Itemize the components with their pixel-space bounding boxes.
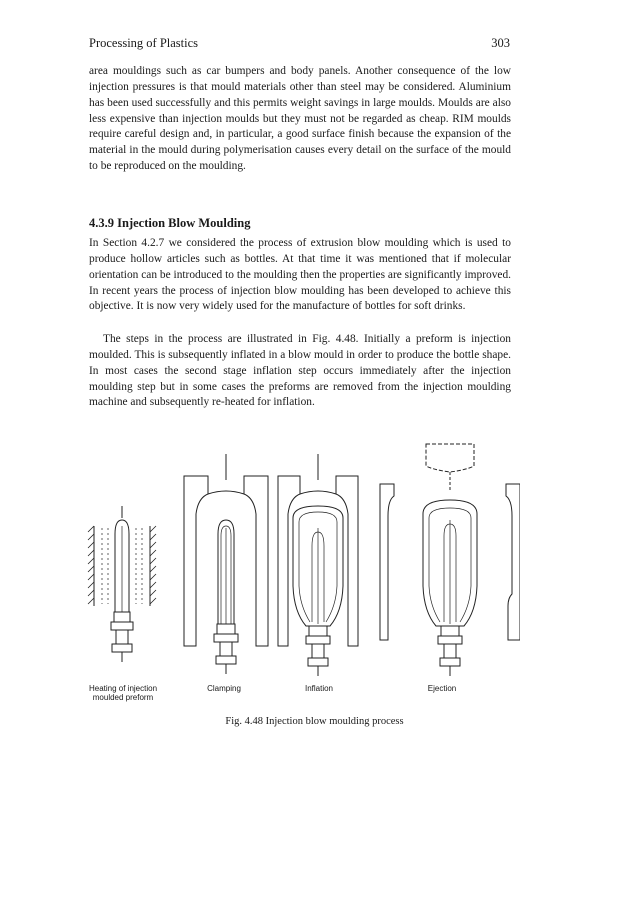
page-number: 303 [491, 36, 510, 50]
paragraph-process-steps: The steps in the process are illustrated in Fig. 4.48. Initially a preform is injection moulded. This is subsequently inflated in a blow mould in order to produce the bottle shape. In most cases the second stage inflation step occurs immediately after the injection moulding step but in some cases the preforms are removed from the injection moulding machine and subsequently re-heated for inflation. [89, 333, 511, 409]
ejection-mould-right [506, 484, 520, 640]
running-head [89, 36, 510, 52]
mould-half-left [184, 476, 208, 646]
stage-heating-drawing [88, 506, 156, 662]
inflation-mould-right [336, 476, 358, 646]
figure-4-48 [80, 436, 520, 716]
preform-neck [114, 612, 130, 622]
figure-caption: Fig. 4.48 Injection blow moulding process [225, 716, 404, 727]
label-heating: Heating of injection moulded preform [88, 684, 158, 702]
section-heading: 4.3.9 Injection Blow Moulding [89, 216, 251, 230]
paragraph-rim-moulds: area mouldings such as car bumpers and body panels. Another consequence of the low injection pressures is that mould materials other than steel may be considered. Aluminium has been used successfully and this permits weight savings in large moulds. Moulds are also less expensive than injection moulds but they must not be regarded as cheap. RIM moulds require careful design and, in particular, a good surface finish because the expansion of the material in the mould during polymerisation causes every detail on the surface of the mould to be reproduced on the moulding. [89, 65, 511, 173]
stage-ejection-drawing [380, 444, 520, 676]
stage-inflation-drawing [278, 454, 358, 676]
running-head-title: Processing of Plastics [89, 36, 199, 50]
heater-hatching-left [88, 526, 94, 604]
label-ejection: Ejection [427, 684, 457, 693]
stage-clamping-drawing [184, 454, 268, 674]
ejection-core [426, 444, 474, 472]
ejection-mould-left [380, 484, 394, 640]
paragraph-injection-blow-intro: In Section 4.2.7 we considered the process of extrusion blow moulding which is used to produce hollow articles such as bottles. At that time it was mentioned that if molecular orientation can be introduced to the moulding then the properties are significantly improved. In recent years the process of injection blow moulding has been developed to achieve this objective. It is now very widely used for the manufacture of bottles for soft drinks. [89, 237, 511, 313]
process-illustration [80, 436, 520, 686]
heater-hatching-right [150, 526, 156, 604]
mould-half-right [244, 476, 268, 646]
inflation-mould-left [278, 476, 300, 646]
label-clamping: Clamping [207, 684, 241, 693]
label-inflation: Inflation [304, 684, 334, 693]
